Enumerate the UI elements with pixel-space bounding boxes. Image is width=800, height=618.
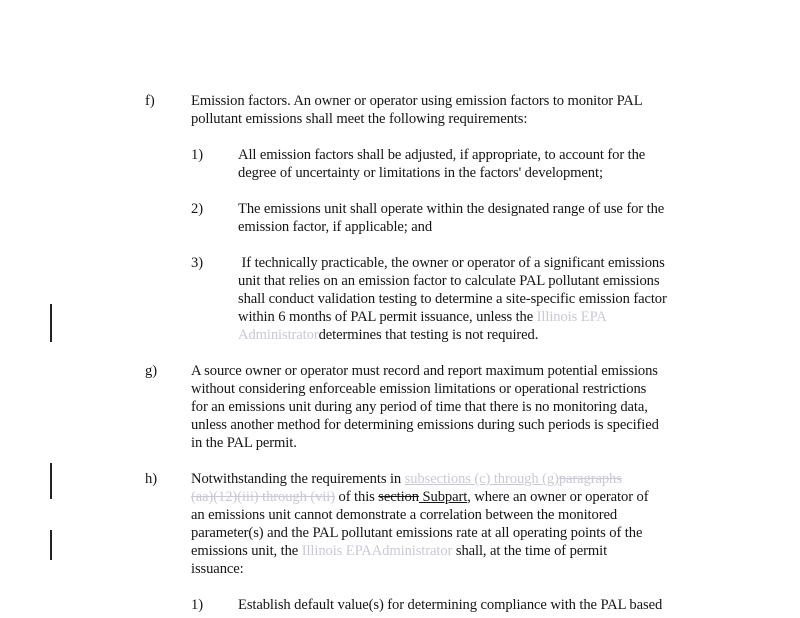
deleted-text: (aa)(12)(iii) through (vii) [191, 489, 335, 505]
section-h-line: issuance: [191, 561, 244, 577]
item-line [238, 326, 538, 344]
section-h-line [191, 488, 648, 506]
deleted-text: Illinois EPA [536, 309, 607, 325]
section-f-label: f) [145, 93, 155, 109]
item-line [238, 308, 607, 326]
section-h-label: h) [145, 471, 158, 487]
item-line: degree of uncertainty or limitations in the factors' development; [238, 165, 603, 181]
section-g-line: unless another method for determining emissions during such periods is specified [191, 417, 659, 433]
item-line: All emission factors shall be adjusted, if appropriate, to account for the [238, 147, 646, 163]
item-line: shall conduct validation testing to determine a site-specific emission factor [238, 291, 667, 307]
section-h-line [191, 470, 622, 488]
deleted-text: Administrator [238, 327, 319, 343]
section-h-line: an emissions unit cannot demonstrate a correlation between the monitored [191, 507, 618, 523]
section-h-line: parameter(s) and the PAL pollutant emissions rate at all operating points of the [191, 525, 643, 541]
item-text: determines that testing is not required. [318, 327, 539, 343]
struck-text: section [378, 489, 419, 505]
deleted-text: Administrator [371, 543, 453, 559]
section-text: emissions unit, the [191, 543, 302, 559]
section-text: Notwithstanding the requirements in [191, 471, 405, 487]
section-f-line: Emission factors. An owner or operator using emission factors to monitor PAL [191, 93, 643, 109]
section-g-line: in the PAL permit. [191, 435, 297, 451]
section-f-line: pollutant emissions shall meet the following requirements: [191, 111, 528, 127]
section-text: shall, at the time of permit [452, 543, 608, 559]
inserted-text: subsections (c) through (g) [404, 471, 559, 487]
section-g-line: A source owner or operator must record and report maximum potential emissions [191, 363, 658, 379]
item-line: If technically practicable, the owner or operator of a significant emissions [238, 255, 665, 271]
item-label: 1) [191, 147, 204, 163]
section-text: , where an owner or operator of [467, 489, 649, 505]
item-line: emission factor, if applicable; and [238, 219, 433, 235]
section-g-line: without considering enforceable emission limitations or operational restrictions [191, 381, 647, 397]
deleted-text: Illinois EPA [301, 543, 372, 559]
item-line: The emissions unit shall operate within the designated range of use for the [238, 201, 665, 217]
item-label: 3) [191, 255, 204, 271]
section-h-line [191, 542, 607, 560]
item-line: Establish default value(s) for determining compliance with the PAL based [238, 597, 663, 613]
deleted-text: paragraphs [558, 471, 622, 487]
revision-bar [50, 304, 52, 342]
revision-bar [50, 463, 52, 499]
item-label: 2) [191, 201, 204, 217]
section-text: of this [335, 489, 379, 505]
section-g-label: g) [145, 363, 158, 379]
inserted-text: Subpart [418, 489, 468, 505]
revision-bar [50, 530, 52, 560]
section-g-line: for an emissions unit during any period of time that there is no monitoring data, [191, 399, 648, 415]
item-label: 1) [191, 597, 204, 613]
item-text: within 6 months of PAL permit issuance, unless the [238, 309, 537, 325]
item-line: unit that relies on an emission factor to calculate PAL pollutant emissions [238, 273, 660, 289]
